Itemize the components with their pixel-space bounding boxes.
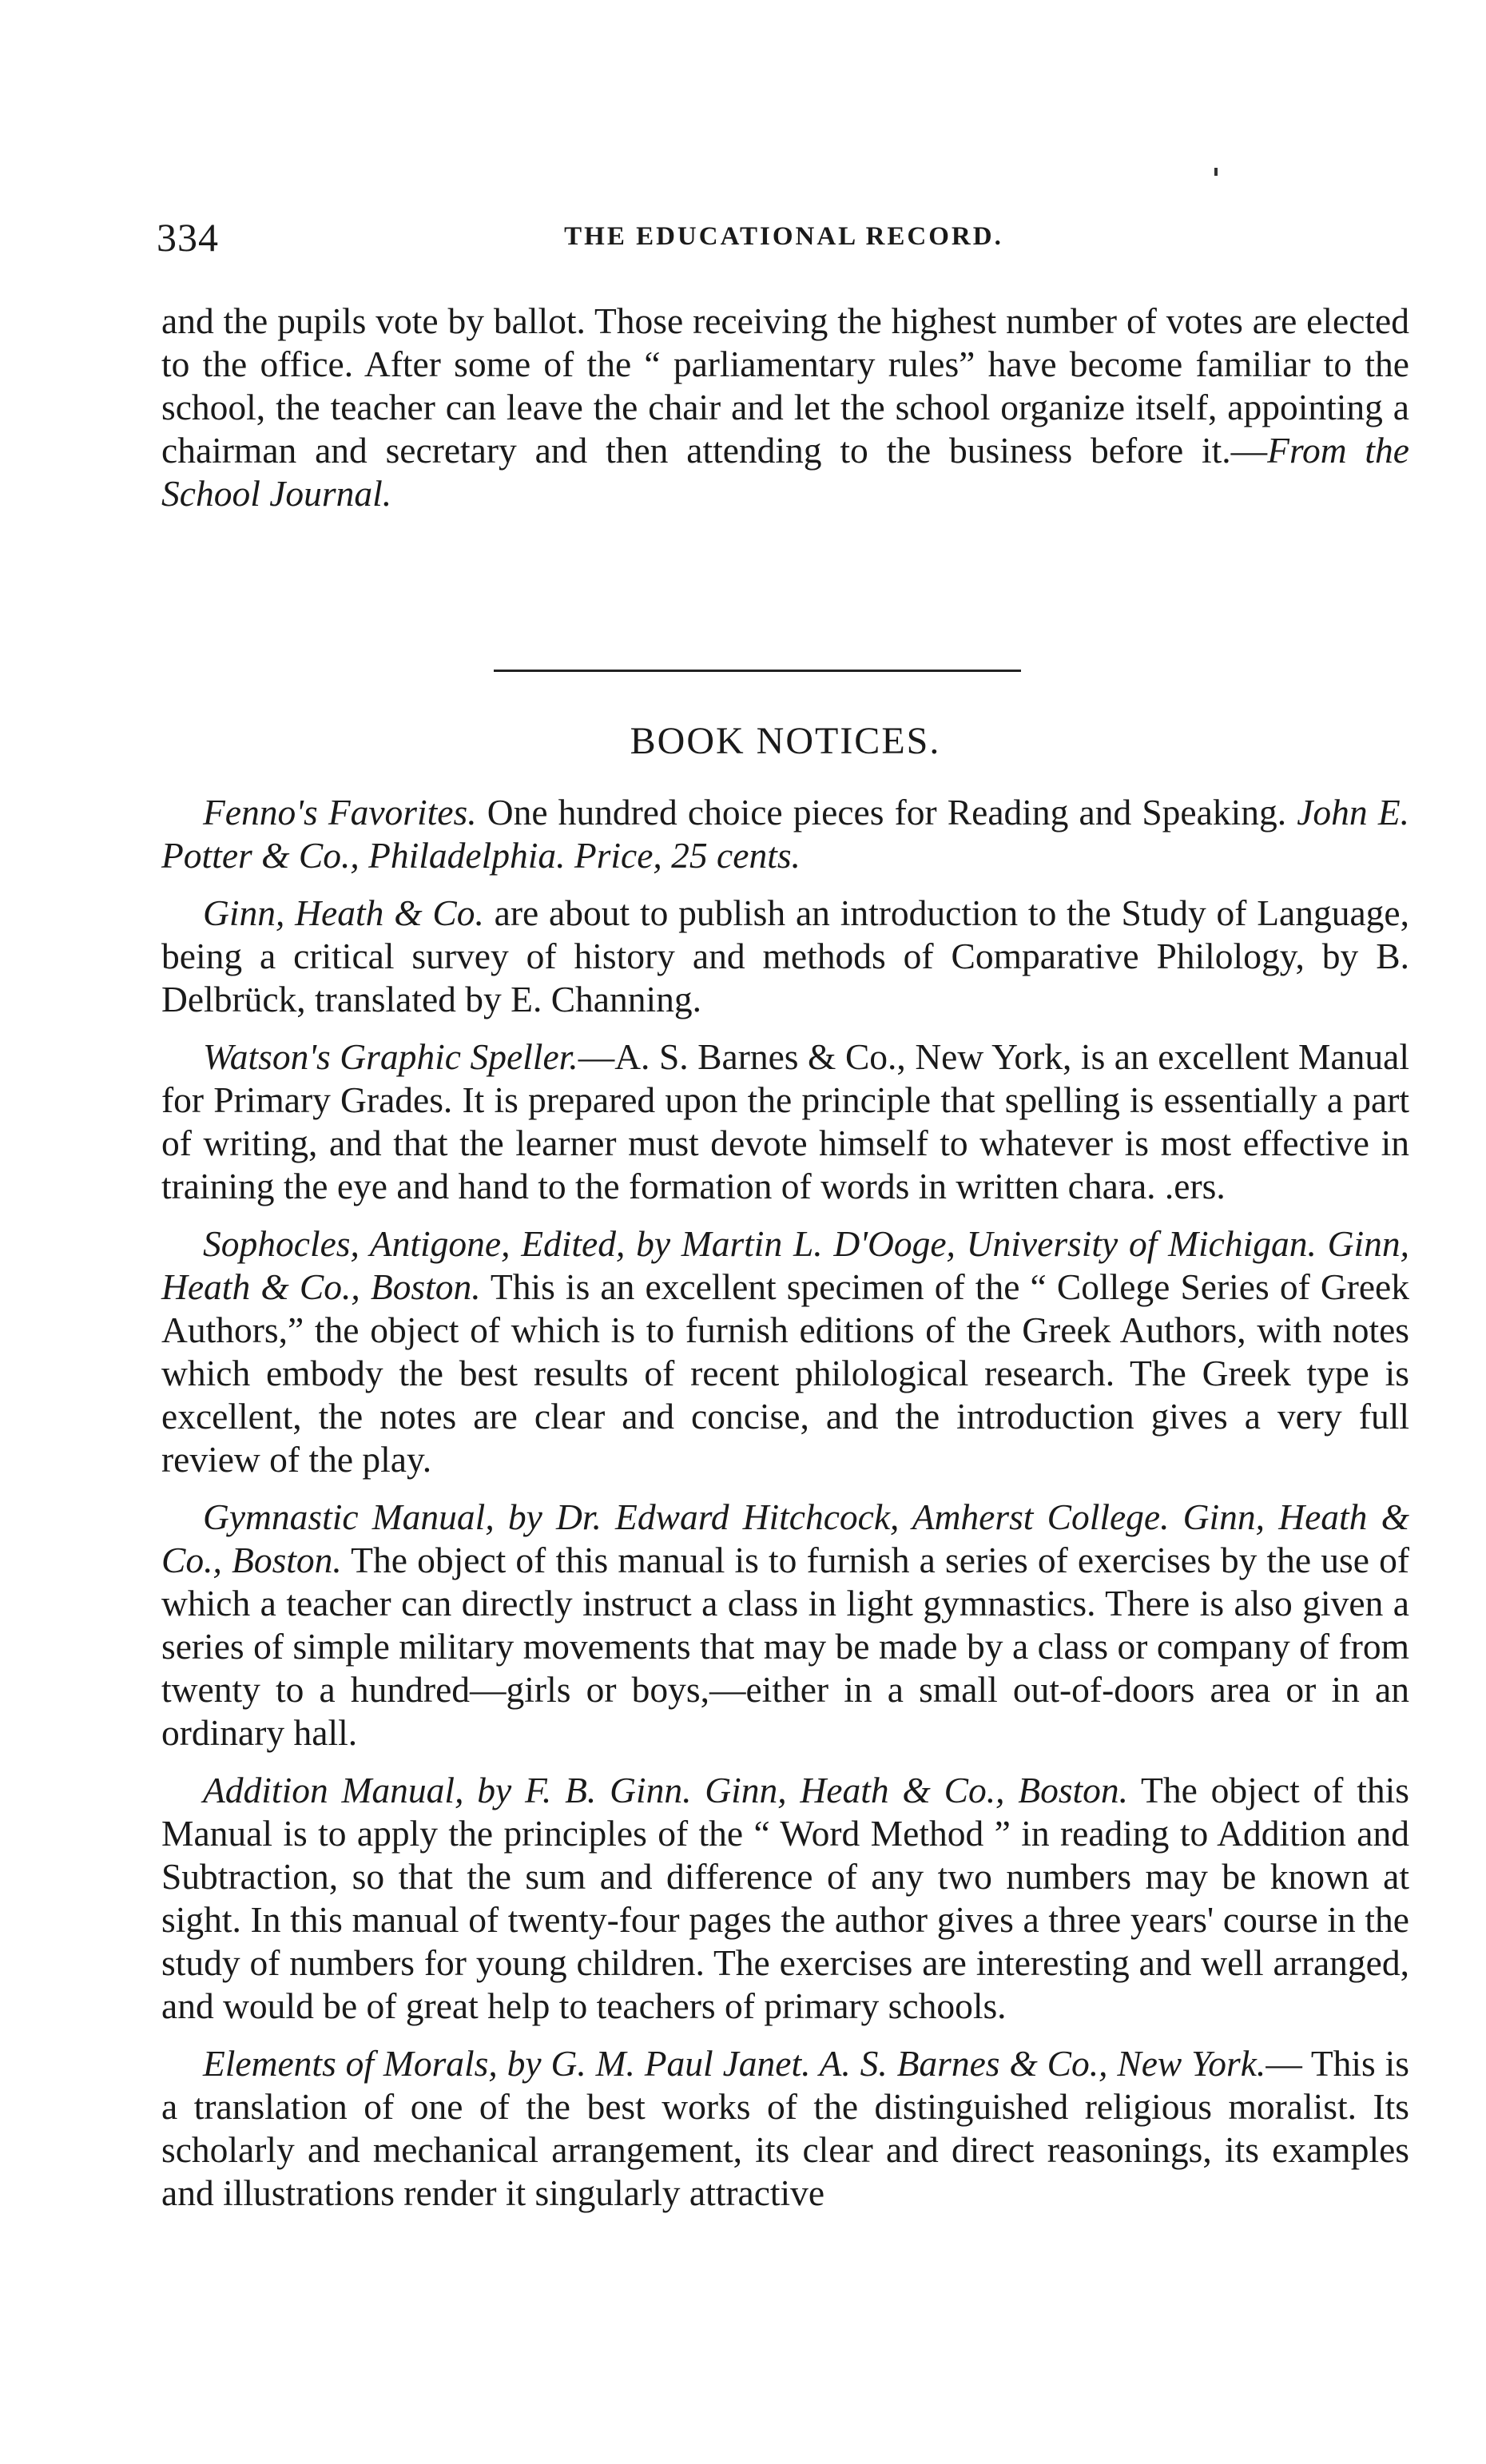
notice-title: Elements of Morals, by G. M. Paul Janet. A. S. Barnes & Co., New York. bbox=[203, 2043, 1266, 2084]
running-title: THE EDUCATIONAL RECORD. bbox=[564, 222, 1003, 251]
section-heading: BOOK NOTICES. bbox=[630, 720, 941, 762]
page-number: 334 bbox=[157, 215, 219, 260]
notice-title: Gymnastic Manual, by Dr. Edward Hitchcock, Amherst College. Ginn, Heath & Co., Boston. bbox=[161, 1496, 1409, 1580]
notice-title: Watson's Graphic Speller. bbox=[203, 1036, 578, 1077]
notice-title: Fenno's Favorites. bbox=[203, 792, 477, 833]
notice-publisher: John E. Potter & Co., Philadelphia. Price, 25 cents. bbox=[161, 792, 1409, 876]
notice-title: Sophocles, Antigone, Edited, by Martin L. D'Ooge, University of Michigan. Ginn, Heath & Co., Boston. bbox=[161, 1223, 1409, 1307]
book-notice bbox=[161, 1496, 1409, 1755]
book-notice bbox=[161, 2042, 1409, 2215]
notice-body: This is an excellent specimen of the “ College Series of Greek Authors,” the object of which is to furnish editions of the Greek Authors, with notes which embody the best results of recent philological research. The Greek type is excellent, the notes are clear and concise, and the introduction gives a very full review of the play. bbox=[161, 1266, 1409, 1480]
book-notice bbox=[161, 1035, 1409, 1208]
intro-paragraph bbox=[161, 300, 1409, 515]
notice-body: The object of this Manual is to apply the principles of the “ Word Method ” in reading to Addition and Subtraction, so that the sum and difference of any two numbers may be known at sight. In this manual of twenty-four pages the author gives a three years' course in the study of numbers for young children. The exercises are interesting and well arranged, and would be of great help to teachers of primary schools. bbox=[161, 1770, 1409, 2026]
notice-body: —A. S. Barnes & Co., New York, is an excellent Manual for Primary Grades. It is prepared upon the principle that spelling is essentially a part of writing, and that the learner must devote himself to whatever is most effective in training the eye and hand to the formation of words in written chara. .ers. bbox=[161, 1036, 1410, 1206]
book-notice bbox=[161, 791, 1409, 877]
notice-title: Addition Manual, by F. B. Ginn. Ginn, Heath & Co., Boston. bbox=[203, 1770, 1129, 1810]
notice-title: Ginn, Heath & Co. bbox=[203, 892, 484, 933]
notice-body: The object of this manual is to furnish a series of exercises by the use of which a teacher can directly instruct a class in light gymnastics. There is also given a series of simple military movements that may be made by a class or company of from twenty to a hundred—girls or boys,—either in a small out-of-doors area or in an ordinary hall. bbox=[161, 1540, 1409, 1753]
ink-speck bbox=[1214, 168, 1218, 176]
page-header bbox=[157, 214, 1411, 262]
notice-body: are about to publish an introduction to the Study of Language, being a critical survey of history and methods of Comparative Philology, by B. Delbrück, translated by E. Channing. bbox=[161, 892, 1409, 1019]
intro-paragraph-block bbox=[161, 300, 1409, 515]
section-divider bbox=[494, 670, 1021, 672]
intro-source: From the School Journal. bbox=[161, 430, 1409, 514]
book-notice bbox=[161, 1222, 1409, 1481]
intro-text: and the pupils vote by ballot. Those receiving the highest number of votes are elected to the office. After some of the “ parliamentary rules” have become familiar to the school, the teacher can leave the chair and let the school organize itself, appointing a chairman and secretary and then attending to the business before it.— bbox=[161, 300, 1409, 471]
notice-body: One hundred choice pieces for Reading and Speaking. bbox=[476, 792, 1297, 833]
notice-body: — This is a translation of one of the best works of the distinguished religious moralist. Its scholarly and mechanical arrangement, its clear and direct reasonings, its examples and illustrations render it singularly attractive bbox=[161, 2043, 1409, 2213]
book-notices-list bbox=[161, 791, 1409, 2215]
book-notice bbox=[161, 1769, 1409, 2028]
book-notice bbox=[161, 892, 1409, 1021]
